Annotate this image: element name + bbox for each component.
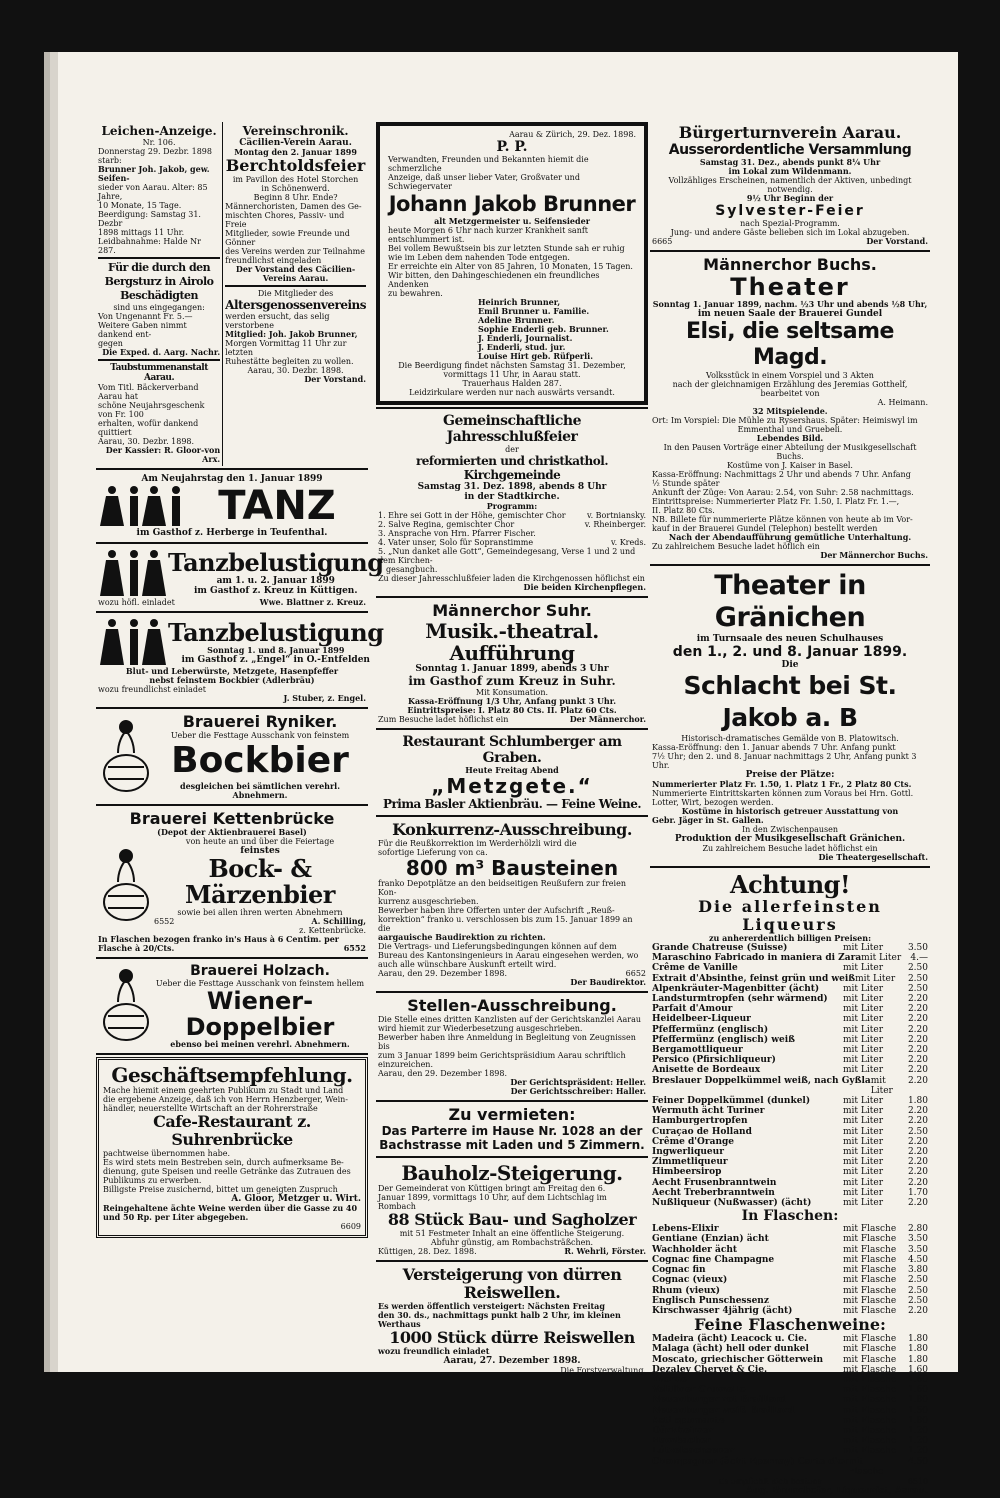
price-row bbox=[652, 963, 928, 973]
item-unit: mit Liter bbox=[843, 1147, 883, 1158]
item-price: 2.20 bbox=[907, 1106, 928, 1117]
price-row bbox=[652, 1045, 928, 1055]
dancers-icon bbox=[98, 617, 168, 667]
liqueurs-ad: Achtung! Die allerfeinsten Liqueurs zu anhererdentlich billigen Preisen: Grande Chatreuse (Suisse) mit Liter 3.50 Maraschino Fabricado in maniera di Zara mit Liter 4.— Crême de Vanille mit Liter 2.50 Extrait d'Absinthe, feinst grün und weiß mit Liter 2.50 Alpenkräuter-Magenbitter (ächt) mit Liter 2.50 Landsturmtropfen (sehr wärmend) mit Liter 2.20 Parfait d'Amour mit Liter 2.20 Heidelbeer-Liqueur mit Liter 2.20 Pfeffermünz (englisch) mit Liter 2.20 Pfeffermünz (englisch) weiß mit Liter 2.20 Bergamottliqueur mit Liter 2.20 Persico (Pfirsichliqueur) mit Liter 2.20 Anisette de Bordeaux mit Liter 2.20 Breslauer Doppelkümmel weiß, nach Gyßla mit Liter 2.20 Feiner Doppelkümmel (dunkel) mit Liter 1.80 Wermuth ächt Turiner mit Liter 2.20 Hamburgertropfen mit Liter 2.20 Curaçao de Holland mit Liter 2.50 Crême d'Orange mit Liter 2.20 Ingwerliqueur mit Liter 2.20 Zimmetliqueur mit Liter 2.20 Himbeersirop mit Liter 2.20 Aecht Frusenbranntwein mit Liter 2.20 Aecht Treberbranntwein mit Liter 1.70 Nußliqueur (Nußwasser) (ächt) mit Liter 2.20 In Flaschen: Lebens-Elixir mit Flasche 2.80 Gentiane (Enzian) ächt mit Flasche 3.50 Wachholder ächt mit Flasche 3.50 Cognac fine Champagne mit Flasche 4.50 Cognac fin mit Flasche 3.80 Cognac (vieux) mit Flasche 2.50 Rhum (vieux) mit Flasche 2.50 Englisch Punschessenz mit Flasche 2.50 Kirschwasser 4jährig (ächt) mit Flasche 2.20 Feine Flaschenweine: Madeira (ächt) Leacock u. Cie. mit Flasche 1.80 Malaga (ächt) hell oder dunkel mit Flasche 1.80 Moscato, griechischer Götterwein mit Flasche 1.80 Dezaley Chervet & Cie. mit Flasche 1.60 Yvorne mit Flasche 1.60 Veltliner Grumello mit Flasche 1.60 Neuenburger rot Braillard mit Flasche 1.80 Neuenburger weiß Braillard mit Flasche 1.50 Asti spumante mit Flasche 1.80 Dürkheimer mit Flasche 1.20 Hambacher mit Flasche 1.20 Lützelsachsener mit Flasche 1.20 Champagner (ächt Epernay) Carte d'or mit Flasche 4.50 Es empfiehlt sich bestens 6510 Aug. Brunnhofer, Liqueurist, Aarau. bbox=[652, 870, 928, 1496]
item-unit: mit Flasche bbox=[843, 1285, 897, 1296]
item-name: Cognac fine Champagne bbox=[652, 1254, 775, 1265]
item-price: 3.50 bbox=[907, 1244, 928, 1255]
price-row bbox=[652, 1065, 928, 1075]
item-name: Champagner (ächt Epernay) Carte d'or bbox=[652, 1456, 849, 1467]
price-row bbox=[652, 1055, 928, 1065]
dancers-icon bbox=[98, 484, 188, 528]
ryniker-ad: Brauerei Ryniker. Ueber die Festtage Ausschank von feinstem Bockbier desgleichen bei sämtlichen verehrl. Abnehmern. bbox=[96, 711, 368, 802]
item-name: Breslauer Doppelkümmel weiß, nach Gyßla bbox=[652, 1075, 871, 1086]
item-name: Grande Chatreuse (Suisse) bbox=[652, 943, 788, 953]
price-row bbox=[652, 1275, 928, 1285]
item-name: Aecht Frusenbranntwein bbox=[652, 1177, 777, 1188]
item-price: 2.50 bbox=[907, 983, 928, 994]
liqueur-price-list bbox=[652, 943, 928, 1208]
konkurrenz-ad: Konkurrenz-Ausschreibung. Für die Reußkorrektion im Werderhölzli wird die sofortige Lieferung von ca. 800 m³ Bausteinen franko Depotplätze an den beidseitigen Reußufern zur freien Kon- kurrenz ausgeschrieben. Bewerber haben ihre Offerten unter der Aufschrift „Reuß- korrektion“ franko u. verschlossen bis zum 15. Januar 1899 an die aargauische Baudirektion zu richten. Die Vertrags- und Lieferungsbedingungen können auf dem Bureau des Kantonsingenieurs in Aarau eingesehen werden, wo auch alle wünschbare Auskunft erteilt wird. Aarau, den 29. Dezember 1898. 6652 Der Baudirektor. bbox=[378, 820, 646, 987]
item-name: Neuenburger rot Braillard bbox=[652, 1395, 786, 1406]
item-name: Cognac (vieux) bbox=[652, 1275, 728, 1286]
tanzbelustigung-2: Tanzbelustigung Sonntag 1. und 8. Januar 1899 im Gasthof z. „Engel“ in O.-Entfelden Blut- und Leberwürste, Metzgete, Hasenpfeffer nebst feinstem Bockbier (Adlerbräu) wozu freundlichst einladet J. Stuber, z. Engel. bbox=[98, 617, 384, 703]
item-price: 1.70 bbox=[907, 1187, 928, 1198]
leichen-anzeige: Leichen-Anzeige. Nr. 106. Donnerstag 29. Dezbr. 1898 starb: Brunner Joh. Jakob, gew. Seifen- sieder von Aarau. Alter: 85 Jahre, 10 Monate, 15 Tage. Beerdigung: Samstag 31. Dezbr 1898 mittags 11 Uhr. Leidbahnahme: Halde Nr 287. Für die durch den Bergsturz in Airolo Beschädigten sind uns eingegangen: Von Ungenannt Fr. 5.— Weitere Gaben nimmt dankend ent- gegen Die Exped. d. Aarg. Nachr. Taubstummenanstalt Aarau. Vom Titl. Bäckerverband Aarau hat schöne Neujahrsgeschenk von Fr. 100 erhalten, wofür dankend quittiert Aarau, 30. Dezbr. 1898. Der Kassier: R. Gloor-von Arx. bbox=[98, 124, 221, 464]
item-unit: mit Liter bbox=[843, 1065, 883, 1076]
price-row bbox=[652, 1106, 928, 1116]
item-unit: mit Flasche bbox=[843, 1254, 897, 1265]
goat-barrel-icon bbox=[98, 717, 154, 797]
item-price: 2.20 bbox=[907, 1167, 928, 1178]
item-unit: mit Liter bbox=[855, 973, 896, 984]
geschaeftsempfehlung-ad: Geschäftsempfehlung. Mache hiemit einem geehrten Publikum zu Stadt und Land die ergebene Anzeige, daß ich von Herrn Henzberger, Wein- händler, neuerstellte Wirtschaft an der Rohrerstraße Cafe-Restaurant z. Suhrenbrücke pachtweise übernommen habe. Es wird stets mein Bestreben sein, durch aufmerksame Be- dienung, gute Speisen und reelle Getränke das Zutrauen des Publikums zu erwerben. Billigste Preise zusichernd, bittet um geneigten Zuspruch A. Gloor, Metzger u. Wirt. Reingehaltene ächte Weine werden über die Gasse zu 40 und 50 Rp. per Liter abgegeben. 6609 bbox=[96, 1057, 368, 1238]
item-unit: mit Flasche bbox=[843, 1374, 897, 1385]
item-name: Wermuth ächt Turiner bbox=[652, 1106, 765, 1117]
stellen-ad: Stellen-Ausschreibung. Die Stelle eines dritten Kanzlisten auf der Gerichtskanzlei Aarau wird hiemit zur Wiederbesetzung ausgeschrieben. Bewerber haben ihre Anmeldung in Begleitung von Zeugnissen bis zum 3 Januar 1899 beim Gerichtspräsidium Aarau schriftlich einzureichen. Aarau, den 29. Dezember 1898. Der Gerichtspräsident: Heller. Der Gerichtsschreiber: Haller. bbox=[378, 996, 646, 1096]
item-name: Pfeffermünz (englisch) bbox=[652, 1024, 769, 1035]
item-unit: mit Liter bbox=[843, 943, 883, 953]
price-row bbox=[652, 1416, 928, 1426]
price-row bbox=[652, 1127, 928, 1137]
item-unit: mit Flasche bbox=[843, 1344, 897, 1355]
item-unit: mit Liter bbox=[843, 1157, 883, 1168]
item-unit: mit Flasche bbox=[843, 1415, 897, 1426]
item-name: Hambacher bbox=[652, 1436, 711, 1447]
item-price: 2.20 bbox=[907, 1075, 928, 1086]
price-row bbox=[652, 1224, 928, 1234]
item-unit: mit Liter bbox=[843, 963, 883, 974]
item-name: Landsturmtropfen (sehr wärmend) bbox=[652, 994, 828, 1005]
item-unit: mit Flasche bbox=[843, 1234, 897, 1245]
item-name: Maraschino Fabricado in maniera di Zara bbox=[652, 953, 862, 964]
item-price: 1.80 bbox=[907, 1395, 928, 1406]
item-name: Dürkheimer bbox=[652, 1425, 714, 1436]
price-row bbox=[652, 1457, 928, 1477]
price-row bbox=[652, 1076, 928, 1096]
item-unit: mit Flasche bbox=[843, 1364, 897, 1375]
price-row bbox=[652, 1296, 928, 1306]
vereinschronik: Vereinschronik. Cäcilien-Verein Aarau. Montag den 2. Januar 1899 Berchtoldsfeier im Pavillon des Hotel Storchen in Schönenwerd. Beginn 8 Uhr. Ende? Männerchoristen, Damen des Ge- mischten Chores, Passiv- und Freie Mitglieder, sowie Freunde und Gönner des Vereins werden zur Teilnahme freundlichst eingeladen Der Vorstand des Cäcilien-Vereins Aarau. Die Mitglieder des Altersgenossenvereins werden ersucht, das selig verstorbene Mitglied: Joh. Jakob Brunner, Morgen Vormittag 11 Uhr zur letzten Ruhestätte begleiten zu wollen. Aarau, 30. Dezbr. 1898. Der Vorstand. bbox=[222, 122, 368, 466]
item-unit: mit Liter bbox=[843, 1024, 883, 1035]
item-unit: mit Flasche bbox=[843, 1275, 897, 1286]
leichen-title: Leichen-Anzeige. bbox=[101, 124, 217, 138]
price-row bbox=[652, 1365, 928, 1375]
column-middle bbox=[376, 122, 648, 1377]
item-name: Malaga (ächt) hell oder dunkel bbox=[652, 1344, 809, 1355]
item-name: Englisch Punschessenz bbox=[652, 1295, 769, 1306]
price-row bbox=[652, 1245, 928, 1255]
item-price: 2.20 bbox=[907, 1014, 928, 1025]
jahresschluss-ad: Gemeinschaftliche Jahresschlußfeier der reformierten und christkathol. Kirchgemeinde Samstag 31. Dez. 1898, abends 8 Uhr in der Stadtkirche. Programm: 1. Ehre sei Gott in der Höhe, gemischter Chor v. Bortniansky. 2. Salve Regina, gemischter Chor v. Rheinberger. 3. Ansprache von Hrn. Pfarrer Fischer. 4. Vater unser, Solo für Sopranstimme v. Kreds. 5. „Nun danket alle Gott“, Gemeindegesang, Verse 1 und 2 und dem Kirchen- gesangbuch. Zu dieser Jahresschlußfeier laden die Kirchgenossen höflichst ein Die beiden Kirchenpflegen. bbox=[378, 413, 646, 592]
price-row bbox=[652, 1025, 928, 1035]
holzach-ad: Brauerei Holzach. Ueber die Festtage Ausschank von feinstem hellem Wiener- Doppelbier ebenso bei meinen verehrl. Abnehmern. bbox=[96, 961, 368, 1051]
item-unit: mit Liter bbox=[870, 1075, 893, 1096]
item-unit: mit Flasche bbox=[843, 1436, 897, 1447]
price-row bbox=[652, 984, 928, 994]
item-name: Nußliqueur (Nußwasser) (ächt) bbox=[652, 1198, 812, 1209]
column-right bbox=[650, 122, 930, 1498]
item-price: 4.50 bbox=[907, 1456, 928, 1467]
item-name: Kirschwasser 4jährig (ächt) bbox=[652, 1305, 793, 1316]
item-name: Curaçao de Holland bbox=[652, 1126, 752, 1137]
item-unit: mit Liter bbox=[843, 1136, 883, 1147]
reiswellen-ad: Versteigerung von dürren Reiswellen. Es werden öffentlich versteigert: Nächsten Freitag den 30. ds., nachmittags punkt halb 2 Uhr, im kleinen Werthaus 1000 Stück dürre Reiswellen wozu freundlich einladet Aarau, 27. Dezember 1898. Die Forstverwaltung. bbox=[378, 1265, 646, 1375]
price-row bbox=[652, 1334, 928, 1344]
item-unit: mit Flasche bbox=[843, 1265, 897, 1276]
goat-barrel-icon bbox=[98, 963, 154, 1049]
price-row bbox=[652, 1096, 928, 1106]
item-name: Anisette de Bordeaux bbox=[652, 1065, 761, 1076]
item-price: 2.20 bbox=[907, 1198, 928, 1209]
column-left bbox=[96, 122, 384, 1238]
item-unit: mit Liter bbox=[861, 953, 902, 964]
item-name: Parfait d'Amour bbox=[652, 1004, 733, 1015]
price-row bbox=[652, 1446, 928, 1456]
item-name: Yvorne bbox=[652, 1374, 687, 1385]
price-row bbox=[652, 1344, 928, 1354]
price-row bbox=[652, 1157, 928, 1167]
item-price: 2.20 bbox=[907, 1034, 928, 1045]
price-row bbox=[652, 1395, 928, 1405]
item-name: Madeira (ächt) Leacock u. Cie. bbox=[652, 1334, 808, 1345]
item-unit: mit Liter bbox=[843, 994, 883, 1005]
price-row bbox=[652, 1014, 928, 1024]
item-unit: mit Liter bbox=[843, 1126, 883, 1137]
item-unit: mit Liter bbox=[843, 1014, 883, 1025]
price-row bbox=[652, 1004, 928, 1014]
item-name: Gentiane (Enzian) ächt bbox=[652, 1234, 769, 1245]
item-name: Alpenkräuter-Magenbitter (ächt) bbox=[652, 983, 820, 994]
item-unit: mit Flasche bbox=[843, 1334, 897, 1345]
price-row bbox=[652, 1406, 928, 1416]
item-unit: mit Liter bbox=[843, 1106, 883, 1117]
tanzbelustigung-1: Tanzbelustigung am 1. u. 2. Januar 1899 im Gasthof z. Kreuz in Küttigen. wozu höfl. einladet Wwe. Blattner z. Kreuz. bbox=[98, 548, 384, 607]
item-name: Pfeffermünz (englisch) weiß bbox=[652, 1034, 795, 1045]
item-unit: mit Flasche bbox=[843, 1425, 897, 1436]
item-price: 1.20 bbox=[907, 1436, 928, 1447]
item-price: 2.20 bbox=[907, 1136, 928, 1147]
dancers-icon bbox=[98, 548, 168, 598]
item-name: Lützelsachsener bbox=[652, 1446, 735, 1457]
item-unit: mit Liter bbox=[843, 1167, 883, 1178]
goat-barrel-icon bbox=[98, 846, 154, 926]
vermieten-ad: Zu vermieten: Das Parterre im Hause Nr. 1028 an der Bachstrasse mit Laden und 5 Zimmern. bbox=[379, 1105, 645, 1152]
item-price: 1.60 bbox=[907, 1364, 928, 1375]
bottle-price-list bbox=[652, 1224, 928, 1316]
item-unit: mit Flasche bbox=[843, 1405, 897, 1416]
item-unit: mit Liter bbox=[843, 1055, 883, 1066]
item-price: 2.50 bbox=[907, 963, 928, 974]
item-name: Zimmetliqueur bbox=[652, 1157, 728, 1168]
suhr-ad: Männerchor Suhr. Musik.-theatral. Aufführung Sonntag 1. Januar 1899, abends 3 Uhr im Gasthof zum Kreuz in Suhr. Mit Konsumation. Kassa-Eröffnung 1/3 Uhr, Anfang punkt 3 Uhr. Eintrittspreise: I. Platz 80 Cts. II. Platz 60 Cts. Zum Besuche ladet höflichst ein Der Männerchor. bbox=[378, 601, 646, 724]
price-row bbox=[652, 1355, 928, 1365]
price-row bbox=[652, 1137, 928, 1147]
item-name: Wachholder ächt bbox=[652, 1244, 738, 1255]
newspaper-page bbox=[58, 52, 958, 1496]
price-row bbox=[652, 1436, 928, 1446]
schlumberger-ad: Restaurant Schlumberger am Graben. Heute Freitag Abend „Metzgete.“ Prima Basler Aktienbräu. — Feine Weine. bbox=[382, 734, 642, 811]
item-unit: mit Flasche bbox=[843, 1224, 897, 1235]
item-price: 2.50 bbox=[907, 1285, 928, 1296]
item-unit: mit Flasche bbox=[843, 1395, 897, 1406]
price-row bbox=[652, 1167, 928, 1177]
price-row bbox=[652, 1265, 928, 1275]
price-row bbox=[652, 1198, 928, 1208]
wine-price-list bbox=[652, 1334, 928, 1477]
item-price: 2.20 bbox=[907, 1157, 928, 1168]
item-unit: mit Liter bbox=[843, 1187, 883, 1198]
item-price: 1.20 bbox=[907, 1425, 928, 1436]
item-price: 2.50 bbox=[907, 1275, 928, 1286]
price-row bbox=[652, 1178, 928, 1188]
item-price: 2.50 bbox=[907, 1295, 928, 1306]
bauholz-ad: Bauholz-Steigerung. Der Gemeinderat von Küttigen bringt am Freitag den 6. Januar 1899, vormittags 10 Uhr, auf dem Lichtschlag im Rombach 88 Stück Bau- und Sagholzer mit 51 Festmeter Inhalt an eine öffentliche Steigerung. Abfuhr günstig, am Rombachsträßchen. Küttigen, 28. Dez. 1898. R. Wehrli, Förster. bbox=[378, 1161, 646, 1256]
item-name: Veltliner Grumello bbox=[652, 1385, 746, 1396]
item-name: Hamburgertropfen bbox=[652, 1116, 748, 1127]
item-price: 2.50 bbox=[907, 1126, 928, 1137]
item-price: 3.50 bbox=[907, 943, 928, 953]
item-name: Heidelbeer-Liqueur bbox=[652, 1014, 751, 1025]
item-price: 1.60 bbox=[907, 1374, 928, 1385]
buchs-theater-ad: Männerchor Buchs. Theater Sonntag 1. Januar 1899, nachm. ½3 Uhr und abends ½8 Uhr, im neuen Saale der Brauerei Gundel Elsi, die seltsame Magd. Volksstück in einem Vorspiel und 3 Akten nach der gleichnamigen Erzählung des Jeremias Gotthelf, bearbeitet von A. Heimann. 32 Mitspielende. Ort: Im Vorspiel: Die Mühle zu Rysershaus. Später: Heimiswyl im Emmenthal und Gruebeli. Lebendes Bild. In den Pausen Vorträge einer Abteilung der Musikgesellschaft Buchs. Kostüme von J. Kaiser in Basel. Kassa-Eröffnung: Nachmittags 2 Uhr und abends 7 Uhr. Anfang ½ Stunde später Ankunft der Züge: Von Aarau: 2.54, von Suhr: 2.58 nachmittags. Eintrittspreise: Nummerierter Platz Fr. 1.50, I. Platz Fr. 1.—, II. Platz 80 Cts. NB. Billete für nummerierte Plätze können von heute ab im Vor- kauf in der Brauerei Gundel (Telephon) bestellt werden Nach der Abendaufführung gemütliche Unterhaltung. Zu zahlreichem Besuche ladet höflich ein Der Männerchor Buchs. bbox=[652, 255, 928, 560]
taubstummen-title: Taubstummenanstalt Aarau. bbox=[110, 363, 208, 383]
item-price: 2.20 bbox=[907, 1004, 928, 1015]
item-price: 2.20 bbox=[907, 1065, 928, 1076]
item-price: 2.20 bbox=[907, 1055, 928, 1066]
item-price: 2.80 bbox=[907, 1224, 928, 1235]
item-price: 2.20 bbox=[907, 1045, 928, 1056]
item-name: Aecht Treberbranntwein bbox=[652, 1187, 775, 1198]
item-unit: mit Flasche bbox=[843, 1354, 897, 1365]
price-row bbox=[652, 953, 928, 963]
item-price: 2.20 bbox=[907, 1305, 928, 1316]
price-row bbox=[652, 994, 928, 1004]
item-unit: mit Flasche bbox=[848, 1456, 884, 1477]
price-row bbox=[652, 1426, 928, 1436]
item-name: Feiner Doppelkümmel (dunkel) bbox=[652, 1096, 811, 1107]
buergerturnverein-ad: Bürgerturnverein Aarau. Ausserordentliche Versammlung Samstag 31. Dez., abends punkt 8¼ Uhr im Lokal zum Wildenmann. Vollzähliges Erscheinen, namentlich der Aktiven, unbedingt notwendig. 9½ Uhr Beginn der Sylvester-Feier nach Spezial-Programm. Jung- und andere Gäste belieben sich im Lokal abzugeben. 6665 Der Vorstand. bbox=[652, 123, 928, 246]
price-row bbox=[652, 1035, 928, 1045]
item-name: Lebens-Elixir bbox=[652, 1224, 719, 1235]
tanz-ad: Am Neujahrstag den 1. Januar 1899 TANZ im Gasthof z. Herberge in Teufenthal. bbox=[96, 472, 368, 540]
item-unit: mit Liter bbox=[843, 1177, 883, 1188]
item-unit: mit Flasche bbox=[843, 1295, 897, 1306]
item-name: Crême d'Orange bbox=[652, 1136, 735, 1147]
item-unit: mit Liter bbox=[843, 1034, 883, 1045]
price-row bbox=[652, 1234, 928, 1244]
item-price: 1.50 bbox=[907, 1405, 928, 1416]
price-row bbox=[652, 1255, 928, 1265]
item-unit: mit Liter bbox=[843, 1096, 883, 1107]
item-price: 1.80 bbox=[907, 1334, 928, 1345]
price-row bbox=[652, 1286, 928, 1296]
item-name: Moscato, griechischer Götterwein bbox=[652, 1354, 823, 1365]
bergsturz-title: Für die durch den Bergsturz in Airolo Beschädigten bbox=[104, 261, 214, 302]
price-row bbox=[652, 1188, 928, 1198]
item-unit: mit Liter bbox=[843, 1116, 883, 1127]
item-price: 1.80 bbox=[907, 1096, 928, 1107]
item-price: 1.20 bbox=[907, 1446, 928, 1457]
vereinschronik-title: Vereinschronik. bbox=[242, 124, 349, 138]
item-unit: mit Liter bbox=[843, 1045, 883, 1056]
top-notices bbox=[96, 122, 368, 466]
item-unit: mit Liter bbox=[843, 1004, 883, 1015]
item-unit: mit Flasche bbox=[843, 1244, 897, 1255]
price-row bbox=[652, 1375, 928, 1385]
item-name: Extrait d'Absinthe, feinst grün und weiß bbox=[652, 973, 856, 984]
item-price: 1.80 bbox=[907, 1344, 928, 1355]
item-name: Bergamottliqueur bbox=[652, 1045, 743, 1056]
price-row bbox=[652, 1385, 928, 1395]
price-row bbox=[652, 1147, 928, 1157]
item-unit: mit Liter bbox=[843, 1198, 883, 1209]
item-name: Persico (Pfirsichliqueur) bbox=[652, 1055, 776, 1066]
price-row bbox=[652, 974, 928, 984]
item-name: Cognac fin bbox=[652, 1265, 706, 1276]
item-price: 1.80 bbox=[907, 1415, 928, 1426]
item-price: 2.50 bbox=[907, 973, 928, 984]
item-name: Himbeersirop bbox=[652, 1167, 722, 1178]
item-price: 1.80 bbox=[907, 1354, 928, 1365]
item-name: Ingwerliqueur bbox=[652, 1147, 724, 1158]
item-price: 4.— bbox=[910, 953, 928, 964]
item-unit: mit Flasche bbox=[843, 1446, 897, 1457]
item-price: 3.50 bbox=[907, 1234, 928, 1245]
item-price: 1.60 bbox=[907, 1385, 928, 1396]
item-name: Crême de Vanille bbox=[652, 963, 738, 974]
item-name: Neuenburger weiß Braillard bbox=[652, 1405, 795, 1416]
price-row bbox=[652, 1116, 928, 1126]
item-price: 4.50 bbox=[907, 1254, 928, 1265]
item-price: 2.20 bbox=[907, 1177, 928, 1188]
item-price: 2.20 bbox=[907, 994, 928, 1005]
item-price: 2.20 bbox=[907, 1116, 928, 1127]
item-unit: mit Flasche bbox=[843, 1305, 897, 1316]
item-unit: mit Liter bbox=[843, 983, 883, 994]
item-price: 2.20 bbox=[907, 1024, 928, 1035]
graenichen-theater-ad: Theater in Gränichen im Turnsaale des neuen Schulhauses den 1., 2. und 8. Januar 1899. Die Schlacht bei St. Jakob a. B Historisch-dramatisches Gemälde von B. Platowitsch. Kassa-Eröffnung: den 1. Januar abends 7 Uhr. Anfang punkt 7½ Uhr; den 2. und 8. Januar nachmittags 2 Uhr, Anfang punkt 3 Uhr. Preise der Plätze: Nummerierter Platz Fr. 1.50, 1. Platz 1 Fr., 2 Platz 80 Cts. Nummerierte Eintrittskarten können zum Voraus bei Hrn. Gottl. Lotter, Wirt, bezogen werden. Kostüme in historisch getreuer Ausstattung von Gebr. Jäger in St. Gallen. In den Zwischenpausen Produktion der Musikgesellschaft Gränichen. Zu zahlreichem Besuche ladet höflichst ein Die Theatergesellschaft. bbox=[652, 570, 928, 862]
item-unit: mit Flasche bbox=[843, 1385, 897, 1396]
item-name: Rhum (vieux) bbox=[652, 1285, 721, 1296]
death-notice: Aarau & Zürich, 29. Dez. 1898. P. P. Verwandten, Freunden und Bekannten hiemit die schmerzliche Anzeige, daß unser lieber Vater, Großvater und Schwiegervater Johann Jakob Brunner alt Metzgermeister u. Seifensieder heute Morgen 6 Uhr nach kurzer Krankheit sanft entschlummert ist. Bei vollem Bewußtsein bis zur letzten Stunde sah er ruhig wie im Leben dem nahenden Tode entgegen. Er erreichte ein Alter von 85 Jahren, 10 Monaten, 15 Tagen. Wir bitten, den Dahingeschiedenen ein freundliches Andenken zu bewahren. Heinrich Brunner, Emil Brunner u. Familie. Adeline Brunner. Sophie Enderli geb. Brunner. J. Enderli, Journalist. J. Enderli, stud. jur. Louise Hirt geb. Rüfperli. Die Beerdigung findet nächsten Samstag 31. Dezember, vormittags 11 Uhr, in Aarau statt. Trauerhaus Halden 287. Leidzirkulare werden nur nach auswärts versandt. bbox=[376, 122, 648, 405]
item-name: Asti spumante bbox=[652, 1415, 725, 1426]
item-price: 3.80 bbox=[907, 1265, 928, 1276]
item-name: Dezaley Chervet & Cie. bbox=[652, 1364, 768, 1375]
item-price: 2.20 bbox=[907, 1147, 928, 1158]
kettenbruecke-ad: Brauerei Kettenbrücke (Depot der Aktienbrauerei Basel) von heute an und über die Feiertage feinstes Bock- & Märzenbier sowie bei allen ihren werten Abnehmern 6552 A. Schilling, z. Kettenbrücke. In Flaschen bezogen franko in's Haus à 6 Centim. per Flasche à 20/Cts. 6552 bbox=[98, 809, 366, 953]
price-row bbox=[652, 943, 928, 953]
